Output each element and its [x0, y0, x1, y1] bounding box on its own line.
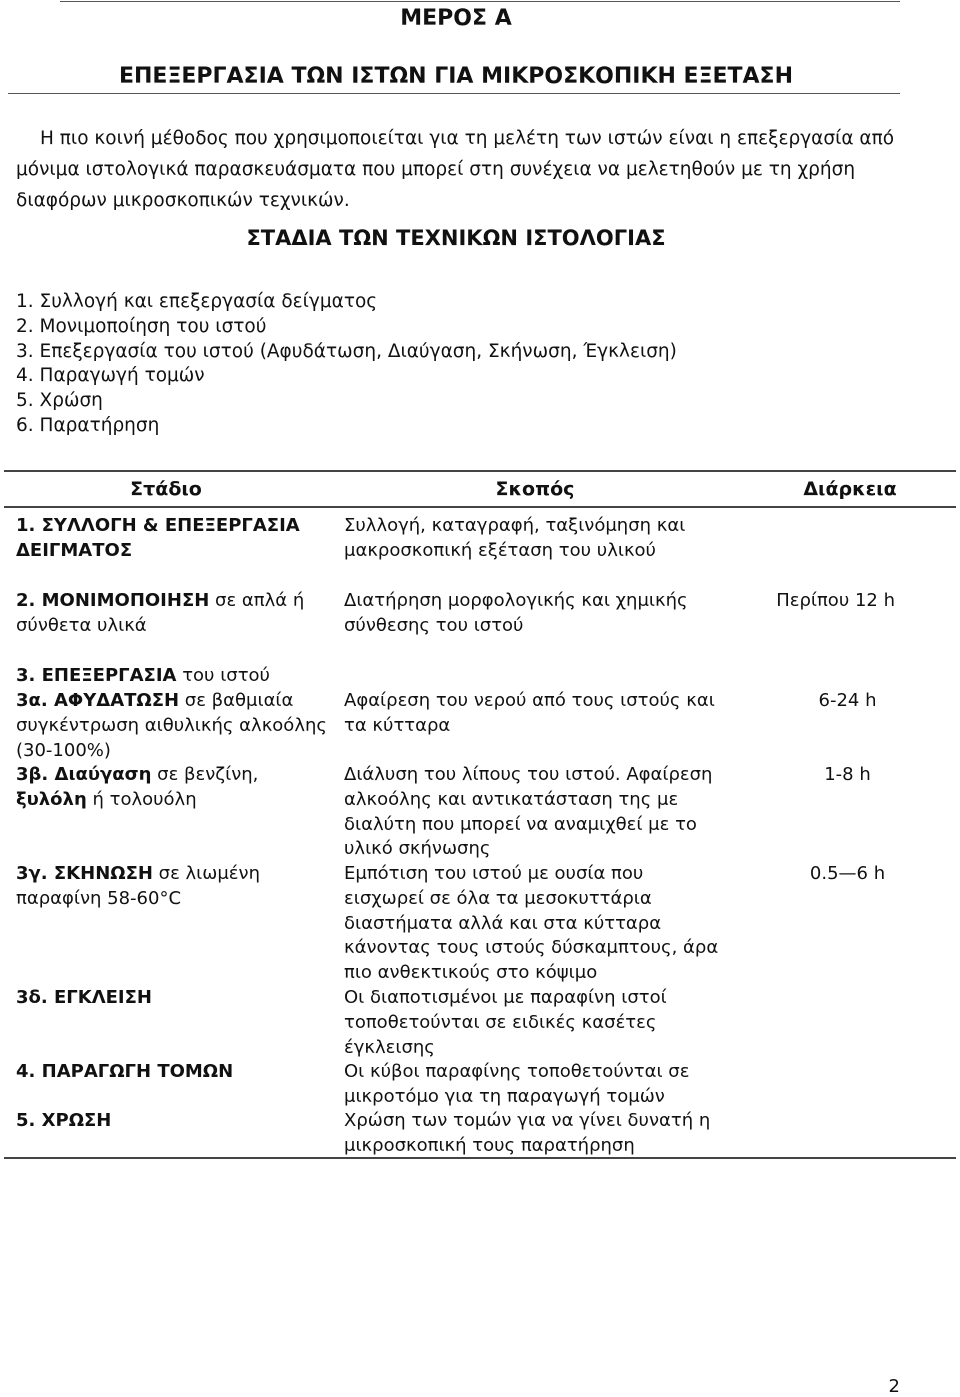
table-row-embedding-stage: 3γ. ΣΚΗΝΩΣΗ σε λιωμένη παραφίνη 58-60°C — [16, 863, 260, 909]
table-row-fixation-duration: Περίπου 12 h — [776, 590, 895, 611]
list-item: 5. Χρώση — [16, 390, 103, 412]
stages-title: ΣΤΑΔΙΑ ΤΩΝ ΤΕΧΝΙΚΩΝ ΙΣΤΟΛΟΓΙΑΣ — [246, 226, 666, 250]
table-row-embedding-duration: 0.5—6 h — [809, 863, 886, 884]
table-row-embedding-purpose: Εμπότιση του ιστού με ουσία που εισχωρεί σε όλα τα μεσοκυττάρια διαστήματα αλλά και στα κύτταρα κάνοντας τους ιστούς δύσκαμπτους, άρα πιο ανθεκτικούς στο κόψιμο — [344, 863, 719, 984]
stages-list — [16, 290, 677, 439]
intro-line-3: διαφόρων μικροσκοπικών τεχνικών. — [16, 190, 350, 211]
table-row-dehydration-stage: 3α. ΑΦΥΔΑΤΩΣΗ σε βαθμιαία συγκέντρωση αιθυλικής αλκοόλης (30-100%) — [16, 690, 327, 761]
intro-paragraph — [16, 123, 900, 216]
table-row-staining-stage: 5. ΧΡΩΣΗ — [16, 1110, 112, 1131]
list-item: 3. Επεξεργασία του ιστού (Αφυδάτωση, Διαύγαση, Σκήνωση, Έγκλειση) — [16, 340, 677, 362]
header-purpose: Σκοπός — [495, 478, 575, 500]
table-bottom-rule — [4, 1157, 956, 1159]
table-row-sectioning-stage: 4. ΠΑΡΑΓΩΓΗ ΤΟΜΩΝ — [16, 1061, 234, 1082]
top-rule — [60, 1, 900, 2]
table-row-collection-purpose: Συλλογή, καταγραφή, ταξινόμηση και μακροσκοπική εξέταση του υλικού — [344, 515, 686, 561]
table-row-fixation-stage: 2. ΜΟΝΙΜΟΠΟΙΗΣΗ σε απλά ή σύνθετα υλικά — [16, 590, 305, 636]
header-stage: Στάδιο — [130, 478, 202, 500]
table-row-sectioning-purpose: Οι κύβοι παραφίνης τοποθετούνται σε μικροτόμο για τη παραγωγή τομών — [344, 1061, 690, 1107]
table-row-blocking-stage: 3δ. ΕΓΚΛΕΙΣΗ — [16, 987, 152, 1008]
table-row-fixation-purpose: Διατήρηση μορφολογικής και χημικής σύνθεσης του ιστού — [344, 590, 688, 636]
list-item: 6. Παρατήρηση — [16, 414, 160, 436]
list-item: 4. Παραγωγή τομών — [16, 365, 205, 387]
table-row-clearing-purpose: Διάλυση του λίπους του ιστού. Αφαίρεση αλκοόλης και αντικατάσταση της με διαλύτη που μπορεί να αναμιχθεί με το υλικό σκήνωσης — [344, 764, 713, 860]
section-rule — [8, 93, 900, 94]
part-title: ΜΕΡΟΣ Α — [400, 6, 512, 31]
table-row-dehydration-purpose: Αφαίρεση του νερού από τους ιστούς και τα κύτταρα — [344, 690, 715, 736]
table-top-rule — [4, 470, 956, 472]
table-row-blocking-purpose: Οι διαποτισμένοι με παραφίνη ιστοί τοποθετούνται σε ειδικές κασέτες έγκλεισης — [344, 987, 667, 1058]
list-item: 1. Συλλογή και επεξεργασία δείγματος — [16, 291, 378, 312]
section-title: ΕΠΕΞΕΡΓΑΣΙΑ ΤΩΝ ΙΣΤΩΝ ΓΙΑ ΜΙΚΡΟΣΚΟΠΙΚΗ ΕΞΕΤΑΣΗ — [118, 64, 793, 89]
table-row-collection-stage: 1. ΣΥΛΛΟΓΗ & ΕΠΕΞΕΡΓΑΣΙΑ ΔΕΙΓΜΑΤΟΣ — [16, 515, 300, 561]
header-duration: Διάρκεια — [803, 478, 897, 500]
list-item: 2. Μονιμοποίηση του ιστού — [16, 315, 267, 337]
page-number: 2 — [888, 1376, 900, 1397]
table-row-processing-stage: 3. ΕΠΕΞΕΡΓΑΣΙΑ του ιστού — [16, 665, 270, 686]
intro-line-1: Η πιο κοινή μέθοδος που χρησιμοποιείται για τη μελέτη των ιστών είναι η επεξεργασία από — [40, 128, 895, 149]
table-row-clearing-stage: 3β. Διαύγαση σε βενζίνη, ξυλόλη ή τολουόλη — [16, 764, 259, 810]
table-row-dehydration-duration: 6-24 h — [818, 690, 877, 711]
table-row-clearing-duration: 1-8 h — [824, 764, 871, 785]
table-row-staining-purpose: Χρώση των τομών για να γίνει δυνατή η μικροσκοπική τους παρατήρηση — [344, 1110, 711, 1156]
table-header-rule — [4, 506, 956, 508]
intro-line-2: μόνιμα ιστολογικά παρασκευάσματα που μπορεί στη συνέχεια να μελετηθούν με τη χρήση — [16, 159, 856, 180]
